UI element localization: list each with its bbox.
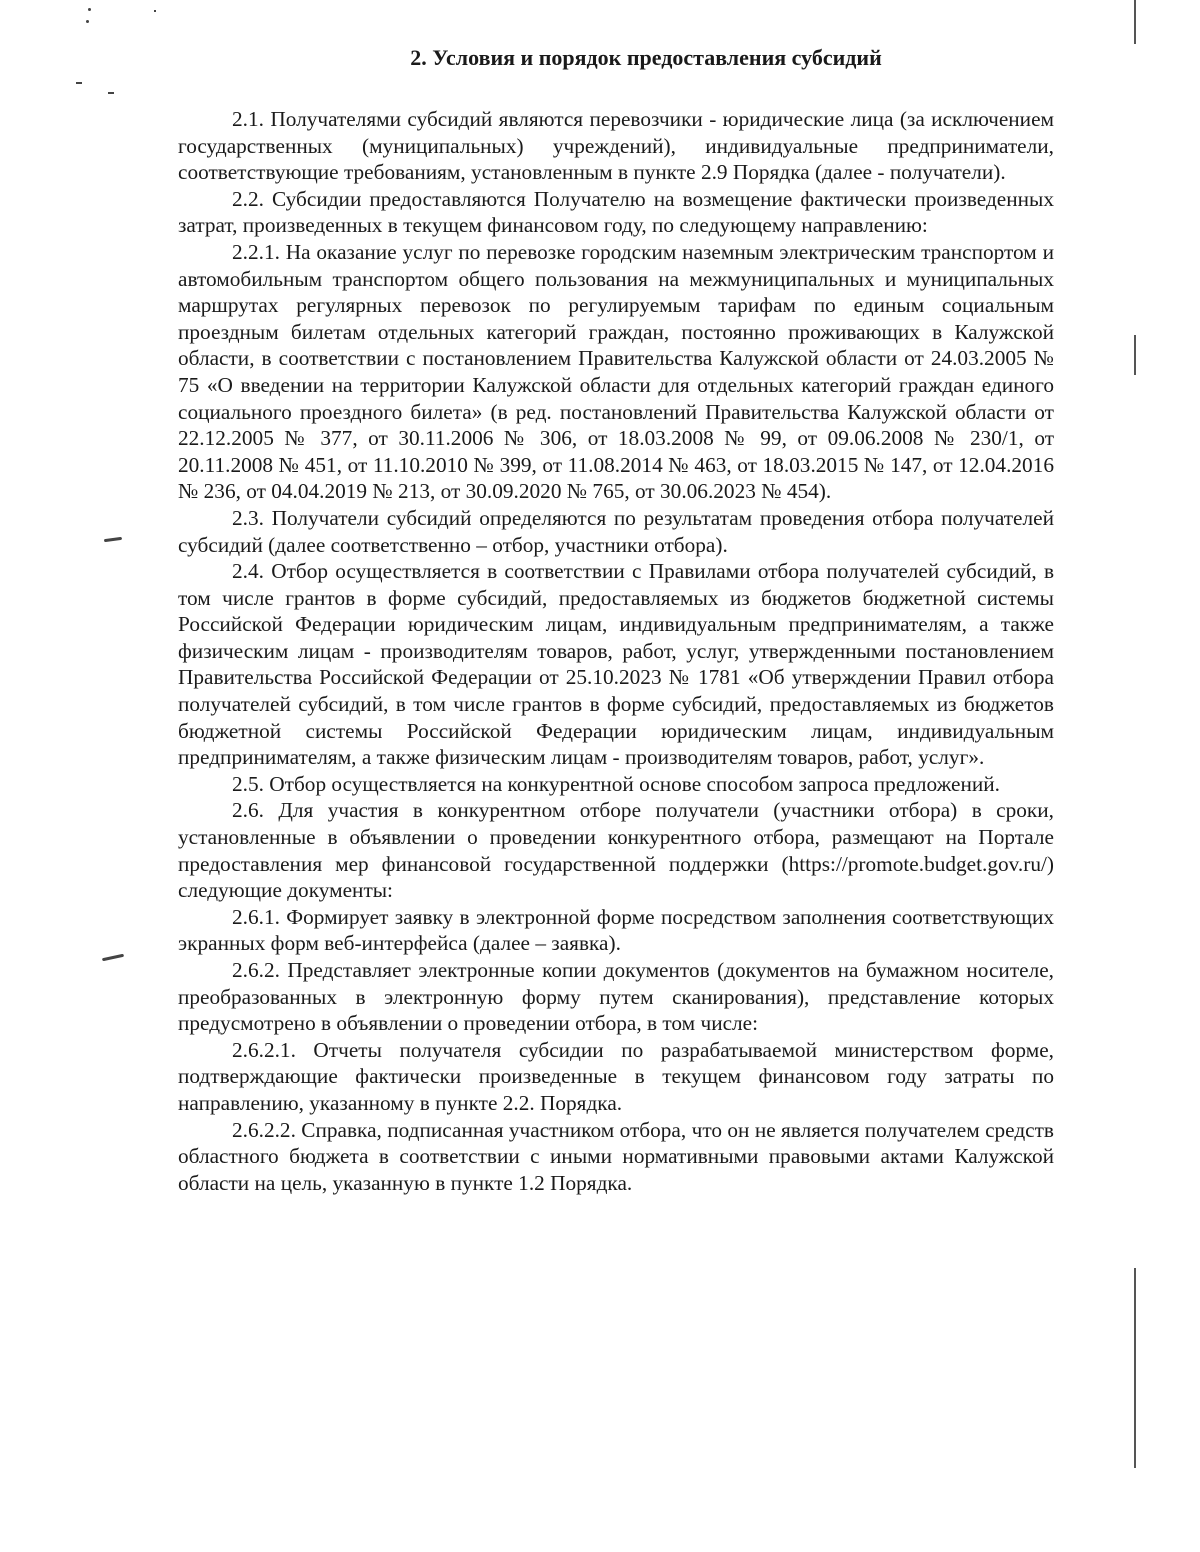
scan-mark — [108, 92, 114, 94]
paragraph-2-6-1: 2.6.1. Формирует заявку в электронной форме посредством заполнения соответствующих экранных форм веб-интерфейса (далее – заявка). — [178, 904, 1054, 956]
paragraph-2-6-2-1: 2.6.2.1. Отчеты получателя субсидии по разрабатываемой министерством форме, подтверждающие фактически произведенные в текущем финансовом году затраты по направлению, указанному в пункте 2.2. Порядка. — [178, 1037, 1054, 1115]
paragraph-2-1: 2.1. Получателями субсидий являются перевозчики - юридические лица (за исключением государственных (муниципальных) учреждений), индивидуальные предприниматели, соответствующие требованиям, установленным в пункте 2.9 Порядка (далее - получатели). — [178, 107, 1054, 185]
paragraph-2-2: 2.2. Субсидии предоставляются Получателю на возмещение фактически произведенных затрат, произведенных в текущем финансовом году, по следующему направлению: — [178, 186, 1054, 238]
paragraph-2-6-2-2: 2.6.2.2. Справка, подписанная участником отбора, что он не является получателем средств областного бюджета в соответствии с иными нормативными правовыми актами Калужской области на цель, указанную в пункте 1.2 Порядка. — [178, 1117, 1054, 1195]
scan-edge-line — [1134, 335, 1136, 375]
paragraph-2-3: 2.3. Получатели субсидий определяются по результатам проведения отбора получателей субсидий (далее соответственно – отбор, участники отбора). — [178, 505, 1054, 557]
scan-mark — [76, 82, 82, 84]
section-heading: 2. Условия и порядок предоставления субсидий — [410, 45, 882, 70]
paragraph-2-6: 2.6. Для участия в конкурентном отборе получатели (участники отбора) в сроки, установленные в объявлении о проведении конкурентного отбора, размещают на Портале предоставления мер финансовой государственной поддержки (https://promote.budget.gov.ru/) следующие документы: — [178, 798, 1054, 903]
scan-dot — [154, 10, 156, 12]
scan-dot — [86, 20, 89, 23]
paragraph-2-2-1: 2.2.1. На оказание услуг по перевозке городским наземным электрическим транспортом и автомобильным транспортом общего пользования на межмуниципальных и муниципальных маршрутах регулярных перевозок по регулируемым тарифам по единым социальным проездным билетам отдельных категорий граждан, постоянно проживающих в Калужской области, в соответствии с постановлением Правительства Калужской области от 24.03.2005 № 75 «О введении на территории Калужской области для отдельных категорий граждан единого социального проездного билета» (в ред. постановлений Правительства Калужской области от 22.12.2005 № 377, от 30.11.2006 № 306, от 18.03.2008 № 99, от 09.06.2008 № 230/1, от 20.11.2008 № 451, от 11.10.2010 № 399, от 11.08.2014 № 463, от 18.03.2015 № 147, от 12.04.2016 № 236, от 04.04.2019 № 213, от 30.09.2020 № 765, от 30.06.2023 № 454). — [178, 239, 1054, 504]
scan-mark — [104, 537, 122, 542]
scan-edge-line — [1134, 1268, 1136, 1468]
paragraph-2-5: 2.5. Отбор осуществляется на конкурентной основе способом запроса предложений. — [232, 771, 1000, 796]
paragraph-2-6-2: 2.6.2. Представляет электронные копии документов (документов на бумажном носителе, преобразованных в электронную форму путем сканирования), представление которых предусмотрено в объявлении о проведении отбора, в том числе: — [178, 958, 1054, 1036]
scan-mark — [102, 954, 124, 962]
paragraph-2-4: 2.4. Отбор осуществляется в соответствии с Правилами отбора получателей субсидий, в том числе грантов в форме субсидий, предоставляемых из бюджетов бюджетной системы Российской Федерации юридическим лицам, индивидуальным предпринимателям, а также физическим лицам - производителям товаров, работ, услуг, утвержденными постановлением Правительства Российской Федерации от 25.10.2023 № 1781 «Об утверждении Правил отбора получателей субсидий, в том числе грантов в форме субсидий, предоставляемых из бюджетов бюджетной системы Российской Федерации юридическим лицам, индивидуальным предпринимателям, а также физическим лицам - производителям товаров, работ, услуг». — [178, 559, 1054, 770]
scan-dot — [88, 8, 91, 11]
document-page — [178, 44, 1054, 1196]
scan-edge-line — [1134, 0, 1136, 44]
